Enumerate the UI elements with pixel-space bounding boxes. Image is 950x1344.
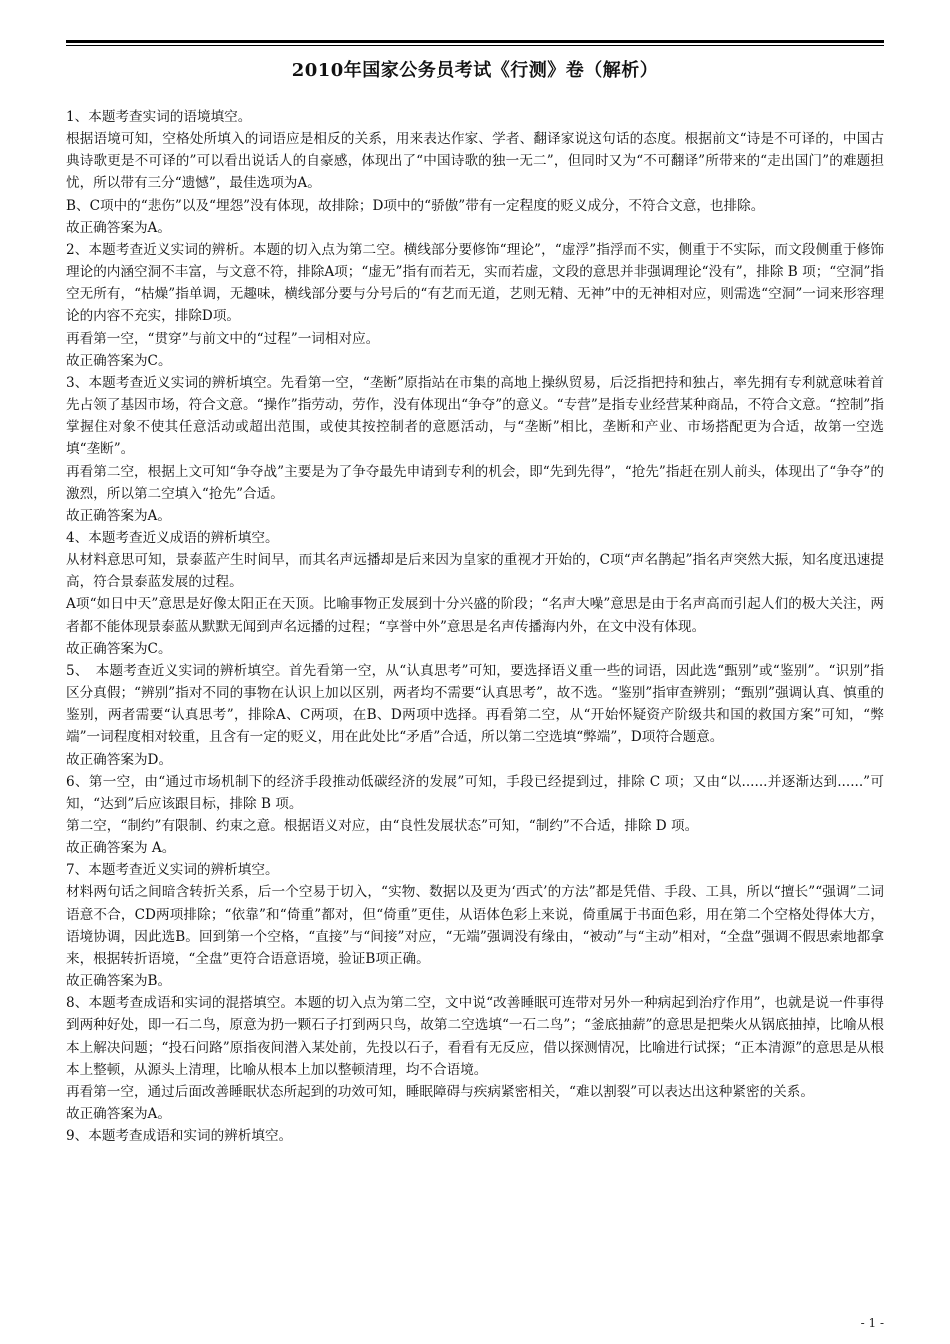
paragraph: 故正确答案为C。 (66, 640, 172, 657)
paragraph: 第二空，“制约”有限制、约束之意。根据语义对应，由“良性发展状态”可知，“制约”不合适，排除 D 项。 (66, 818, 699, 834)
paragraph: A项“如日中天”意思是好像太阳正在天顶。比喻事物正发展到十分兴盛的阶段；“名声大噪”意思是由于名声高而引起人们的极大关注，两者都不能体现景泰蓝从默默无闻到声名远播的过程；“享誉中外”意思是名声传播海内外，在文中没有体现。 (66, 596, 884, 635)
paragraph: 故正确答案为D。 (66, 751, 173, 768)
paragraph: 故正确答案为B。 (66, 973, 172, 990)
paragraph: 8、本题考查成语和实词的混搭填空。本题的切入点为第二空，文中说“改善睡眠可连带对另外一种病起到治疗作用”，也就是说一件事得到两种好处，即一石二鸟，原意为扔一颗石子打到两只鸟，故第二空选填“一石二鸟”；“釜底抽薪”的意思是把柴火从锅底抽掉，比喻从根本上解决问题；“投石问路”原指夜间潜入某处前，先投以石子，看看有无反应，借以探测情况，比喻进行试探；“正本清源”的意思是从根本上整顿，从源头上清理，比喻从根本上加以整顿清理，均不合语境。 (66, 995, 884, 1078)
paragraph: 从材料意思可知，景泰蓝产生时间早，而其名声远播却是后来因为皇家的重视才开始的，C项“声名鹊起”指名声突然大振，知名度迅速提高，符合景泰蓝发展的过程。 (66, 552, 884, 591)
paragraph: 故正确答案为A。 (66, 1106, 171, 1123)
document-title: 2010年国家公务员考试《行测》卷（解析） (291, 60, 659, 81)
header-rule-thin (66, 45, 884, 46)
paragraph: 5、 本题考查近义实词的辨析填空。首先看第一空，从“认真思考”可知，要选择语义重一些的词语，因此选“甄别”或“鉴别”。“识别”指区分真假；“辨别”指对不同的事物在认识上加以区别，两者均不需要“认真思考”，故不选。“鉴别”指审查辨别；“甄别”强调认真、慎重的鉴别，两者需要“认真思考”，排除A、C两项，在B、D两项中选择。再看第二空，从“开始怀疑资产阶级共和国的救国方案”可知，“弊端”一词程度相对较重，且含有一定的贬义，用在此处比“矛盾”合适，所以第二空选填“弊端”，D项符合题意。 (66, 662, 884, 746)
paragraph: B、C项中的“悲伤”以及“埋怨”没有体现，故排除；D项中的“骄傲”带有一定程度的贬义成分，不符合文意，也排除。 (66, 197, 765, 214)
paragraph: 9、本题考查成语和实词的辨析填空。 (66, 1128, 293, 1145)
header-rule-thick (66, 40, 884, 43)
page-number: - 1 - (860, 1316, 884, 1330)
paragraph: 材料两句话之间暗含转折关系，后一个空易于切入，“实物、数据以及更为‘西式’的方法”都是凭借、手段、工具，所以“擅长”“强调”二词语意不合，CD两项排除；“依靠”和“倚重”都对，但“倚重”更佳，从语体色彩上来说，倚重属于书面色彩，用在第二个空格处得体大方，语境协调，因此选B。回到第一个空格，“直接”与“间接”对应，“无端”强调没有缘由，“被动”与“主动”相对，“全盘”强调不假思索地都拿来，根据转折语境，“全盘”更符合语意语境，验证B项正确。 (66, 884, 884, 967)
paragraph: 7、本题考查近义实词的辨析填空。 (66, 862, 279, 879)
paragraph: 6、第一空，由“通过市场机制下的经济手段推动低碳经济的发展”可知，手段已经提到过，排除 C 项；又由“以......并逐渐达到......”可知，“达到”后应该跟目标，排除 B 项。 (66, 773, 884, 812)
paragraph: 再看第一空，“贯穿”与前文中的“过程”一词相对应。 (66, 330, 380, 347)
paragraph: 3、本题考查近义实词的辨析填空。先看第一空，“垄断”原指站在市集的高地上操纵贸易，后泛指把持和独占，率先拥有专利就意味着首先占领了基因市场，符合文意。“操作”指劳动，劳作，没有体现出“争夺”的意义。“专营”是指专业经营某种商品，不符合文意。“控制”指掌握住对象不使其任意活动或超出范围，或使其按控制者的意愿活动，与“垄断”相比，垄断和产业、市场搭配更为合适，故第一空选填“垄断”。 (66, 374, 884, 458)
paragraph: 根据语境可知，空格处所填入的词语应是相反的关系，用来表达作家、学者、翻译家说这句话的态度。根据前文“诗是不可译的，中国古典诗歌更是不可译的”可以看出说话人的自豪感，体现出了“中国诗歌的独一无二”，但同时又为“不可翻译”所带来的“走出国门”的难题担忧，所以带有三分“遗憾”，最佳选项为A。 (66, 131, 884, 192)
paragraph: 故正确答案为A。 (66, 219, 171, 236)
paragraph: 4、本题考查近义成语的辨析填空。 (66, 529, 279, 546)
paragraph: 2、本题考查近义实词的辨析。本题的切入点为第二空。横线部分要修饰“理论”，“虚浮”指浮而不实，侧重于不实际，而文段侧重于修饰理论的内涵空洞不丰富，与文意不符，排除A项；“虚无”指有而若无，实而若虚，文段的意思并非强调理论“没有”，排除 B 项；“空洞”指空无所有，“枯燥”指单调，无趣味，横线部分要与分号后的“有艺而无道，艺则无精、无神”中的无神相对应，则需选“空洞”一词来形容理论的内容不充实，排除D项。 (66, 241, 884, 325)
paragraph: 故正确答案为C。 (66, 352, 172, 369)
document-body (66, 106, 884, 1147)
paragraph: 再看第二空，根据上文可知“争夺战”主要是为了争夺最先申请到专利的机会，即“先到先得”，“抢先”指赶在别人前头，体现出了“争夺”的激烈，所以第二空填入“抢先”合适。 (66, 463, 884, 502)
paragraph: 故正确答案为 A。 (66, 840, 176, 857)
paragraph: 再看第一空，通过后面改善睡眠状态所起到的功效可知，睡眠障碍与疾病紧密相关，“难以割裂”可以表达出这种紧密的关系。 (66, 1083, 814, 1100)
paragraph: 1、本题考查实词的语境填空。 (66, 109, 252, 125)
paragraph: 故正确答案为A。 (66, 507, 171, 524)
